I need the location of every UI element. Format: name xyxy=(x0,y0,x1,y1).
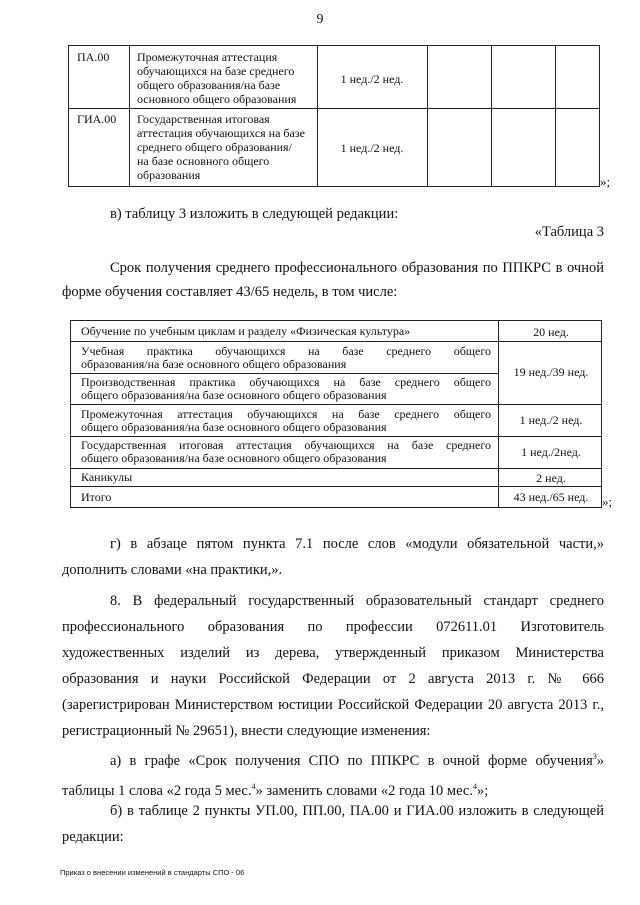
top-table xyxy=(68,45,600,187)
footer: Приказ о внесении изменений в стандарты СПО - 06 xyxy=(60,868,245,877)
row-value: 1 нед./2 нед. xyxy=(519,413,583,427)
table-row: Производственная практика обучающихся на базе среднего общего общего образования/на базе основного общего образования xyxy=(81,375,491,402)
table-row: Каникулы xyxy=(81,470,133,484)
row-name: Промежуточная аттестация обучающихся на базе среднего общего образования/на базе основного общего образования xyxy=(137,50,297,106)
row-code: ПА.00 xyxy=(77,50,110,64)
paragraph-a: а) в графе «Срок получения СПО по ППКРС в очной форме обучения$^3$» таблицы 1 слова «2 года 5 мес.$^4$» заменить словами «2 года 10 мес.$^4$»; xyxy=(62,752,604,799)
table-row: Государственная итоговая аттестация обучающихся на базе среднего общего образования/на базе основного общего образования xyxy=(81,438,491,465)
closing-quote: »; xyxy=(602,494,613,509)
closing-quote: »; xyxy=(600,174,611,189)
intro-line: Срок получения среднего профессионального образования по ППКРС в очной xyxy=(110,260,604,276)
paragraph-b: б) в таблице 2 пункты УП.00, ПП.00, ПА.00 и ГИА.00 изложить в следующей редакции: xyxy=(62,803,604,845)
merged-value: 19 нед./39 нед. xyxy=(513,365,589,379)
intro-line: форме обучения составляет 43/65 недель, в том числе: xyxy=(62,284,398,300)
row-duration: 1 нед./2 нед. xyxy=(340,72,404,86)
table-row: Промежуточная аттестация обучающихся на базе среднего общего общего образования/на базе основного общего образования xyxy=(81,407,491,434)
paragraph-v: в) таблицу 3 изложить в следующей редакции: xyxy=(110,206,399,222)
row-name: Государственная итоговая аттестация обучающихся на базе среднего общего образования/ на базе основного общего образования xyxy=(137,112,305,182)
row-code: ГИА.00 xyxy=(77,112,117,126)
row-value: 2 нед. xyxy=(536,471,566,485)
table-row: Итого xyxy=(81,490,112,504)
table-row: Обучение по учебным циклам и разделу «Физическая культура» xyxy=(81,324,411,338)
paragraph-g: г) в абзаце пятом пункта 7.1 после слов «модули обязательной части,» xyxy=(110,536,604,552)
table-3 xyxy=(70,320,602,508)
row-duration: 1 нед./2 нед. xyxy=(340,141,404,155)
page-number: 9 xyxy=(316,12,324,27)
table3-label: «Таблица 3 xyxy=(534,224,604,240)
row-value: 1 нед./2нед. xyxy=(521,445,581,459)
paragraph-8: 8. В федеральный государственный образовательный стандарт среднего профессионального образования по профессии 072611.01 Изготовитель художественных изделий из дерева, утвержденный приказом Министерства образования и науки Российской Федерации от 2 августа 2013 г. № 666 (зарегистрирован Министерством юстиции Российской Федерации 20 августа 2013 г., регистрационный № 29651), внести следующие изменения: xyxy=(62,593,604,739)
row-value: 20 нед. xyxy=(533,325,569,339)
table-row: Учебная практика обучающихся на базе среднего общего образования/на базе основного общего образования xyxy=(81,344,491,371)
row-value: 43 нед./65 нед. xyxy=(513,490,589,504)
paragraph-g: дополнить словами «на практики,». xyxy=(62,562,283,578)
